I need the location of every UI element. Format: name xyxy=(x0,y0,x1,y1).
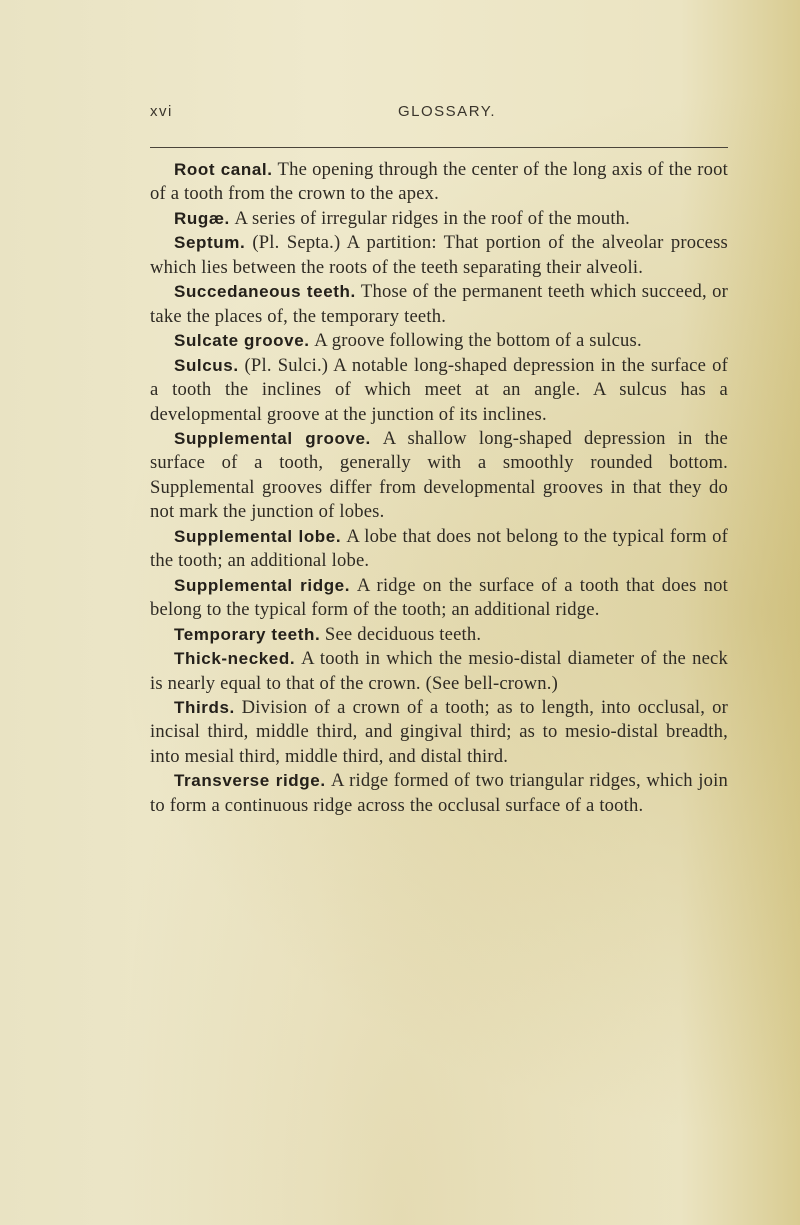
entry-term: Thick-necked. xyxy=(174,649,296,669)
entry-definition: Division of a crown of a tooth; as to length, into occlusal, or incisal third, middle third, and gingival third; as to mesio-distal breadth, into mesial third, middle third, and distal third. xyxy=(150,696,728,767)
glossary-entry xyxy=(150,525,728,574)
page-header xyxy=(150,103,730,127)
entry-definition: A shallow long-shaped depression in the surface of a tooth, generally with a smoothly rounded bottom. Supplemental grooves differ from developmental grooves in that they do not mark the junction of lobes. xyxy=(150,427,728,523)
glossary-entries xyxy=(150,158,728,818)
glossary-entry xyxy=(150,427,728,525)
entry-definition: (Pl. Septa.) A partition: That portion of the alveolar process which lies between the roots of the teeth separating their alveoli. xyxy=(150,232,728,278)
entry-term: Transverse ridge. xyxy=(174,771,326,791)
glossary-entry xyxy=(150,207,728,231)
glossary-entry xyxy=(150,623,728,647)
entry-term: Temporary teeth. xyxy=(174,624,321,644)
glossary-entry xyxy=(150,354,728,427)
entry-definition: A series of irregular ridges in the roof of the mouth. xyxy=(234,207,631,229)
entry-definition: A ridge on the surface of a tooth that does not belong to the typical form of the tooth; an additional ridge. xyxy=(150,574,728,621)
running-title: GLOSSARY. xyxy=(398,103,496,120)
glossary-entry xyxy=(150,647,728,696)
glossary-entry xyxy=(150,769,728,818)
entry-term: Sulcate groove. xyxy=(174,331,310,351)
entry-definition: Those of the permanent teeth which succeed, or take the places of, the temporary teeth. xyxy=(150,281,729,327)
entry-definition: A ridge formed of two triangular ridges, which join to form a continuous ridge across the occlusal surface of a tooth. xyxy=(150,770,728,816)
glossary-entry xyxy=(150,329,728,353)
glossary-entry xyxy=(150,231,728,280)
entry-term: Sulcus. xyxy=(174,355,239,375)
glossary-entry xyxy=(150,696,728,769)
glossary-entry xyxy=(150,574,728,623)
header-rule xyxy=(150,147,728,148)
entry-definition: See deciduous teeth. xyxy=(324,623,482,645)
entry-definition: (Pl. Sulci.) A notable long-shaped depression in the surface of a tooth the inclines of which meet at an angle. A sulcus has a developmental groove at the junction of its inclines. xyxy=(150,354,728,425)
entry-term: Supplemental lobe. xyxy=(174,526,342,546)
entry-term: Supplemental groove. xyxy=(174,428,371,448)
page-number: xvi xyxy=(150,103,173,120)
entry-definition: A tooth in which the mesio-distal diameter of the neck is nearly equal to that of the crown. (See bell-crown.) xyxy=(150,648,728,694)
entry-definition: A groove following the bottom of a sulcus. xyxy=(314,330,642,352)
entry-definition: A lobe that does not belong to the typical form of the tooth; an additional lobe. xyxy=(150,525,729,572)
entry-term: Rugæ. xyxy=(174,208,230,228)
glossary-entry xyxy=(150,158,728,207)
entry-term: Root canal. xyxy=(174,160,273,179)
entry-term: Succedaneous teeth. xyxy=(174,282,356,302)
entry-term: Thirds. xyxy=(174,697,235,717)
entry-term: Septum. xyxy=(174,233,246,253)
entry-definition: The opening through the center of the long axis of the root of a tooth from the crown to the apex. xyxy=(150,159,728,205)
entry-term: Supplemental ridge. xyxy=(174,575,351,595)
glossary-entry xyxy=(150,280,728,329)
